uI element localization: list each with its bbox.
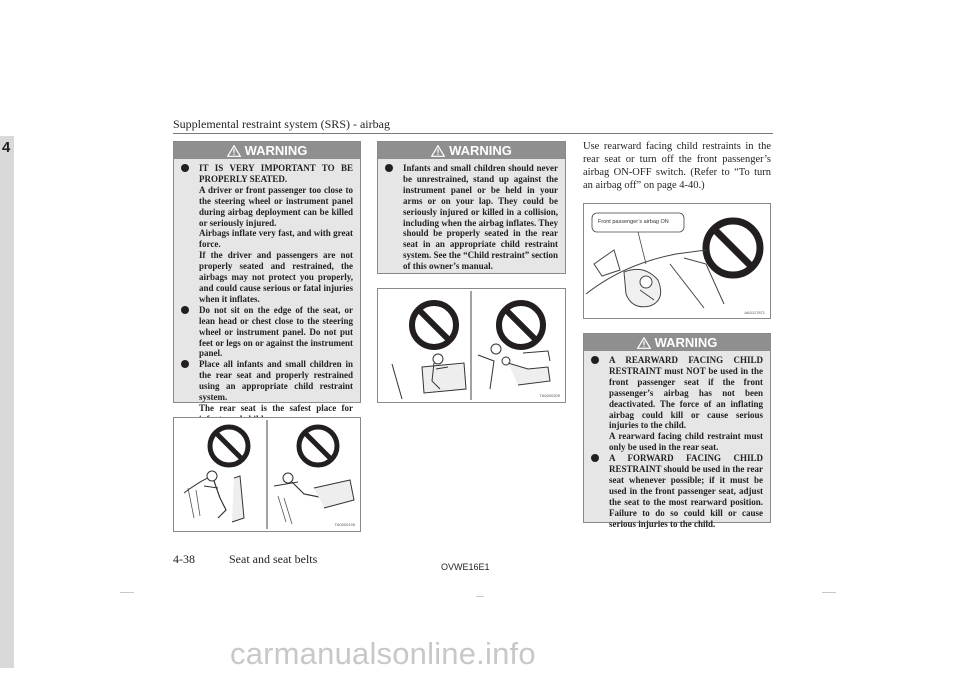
warning-box-middle [377, 141, 566, 274]
section-title: Supplemental restraint system (SRS) - airbag [173, 117, 390, 131]
warning-list [180, 163, 353, 425]
figure-code: TA0000195 [334, 522, 355, 527]
figure-passenger-airbag-on [583, 203, 771, 319]
warning-triangle-icon [431, 145, 445, 157]
warning-triangle-icon [227, 145, 241, 157]
chapter-number: 4 [2, 139, 11, 156]
warning-item: A REARWARD FACING CHILD RESTRAINT must NOT be used in the front passenger seat if the front passenger’s airbag has not been deactivated. The force of an inflating airbag could kill or cause serious injuries to the child. A rearward facing child restraint must only be used in the rear seat. [590, 355, 763, 453]
warning-item: Infants and small children should never be unrestrained, stand up against the instrument panel or be held in your arms or on your lap. They could be seriously injured or killed in a collision, including when the airbag inflates. They should be properly seated in the rear seat in an appropriate child restraint system. See the “Child restraint” section of this owner’s manual. [384, 163, 558, 272]
bullet-icon [591, 356, 599, 364]
footer-section-title: Seat and seat belts [229, 552, 318, 566]
bullet-icon [181, 306, 189, 314]
figure-label: Front passenger’s airbag ON [598, 219, 669, 225]
figure-unrestrained-children [377, 288, 566, 403]
bullet-icon [591, 454, 599, 462]
page-number: 4-38 [173, 552, 195, 566]
warning-label: WARNING [449, 143, 512, 158]
warning-item: Place all infants and small children in the rear seat and properly restrained using an appropriate child restraint system. The rear seat is the safest place for [180, 359, 353, 424]
warning-header [378, 142, 565, 159]
document-code: OVWE16E1 [441, 562, 490, 572]
header-rule [173, 133, 773, 134]
warning-item: IT IS VERY IMPORTANT TO BE PROPERLY SEATED. A driver or front passenger too close to the steering wheel or instrument panel during airbag deployment can be killed or seriously injured. Airbags inflate very fast, and with great force. If the driver and passengers are not properly seated and restrained, the airbags may not protect you properly, and could cause serious or fatal injuries when it inflates. [180, 163, 353, 305]
body-text: Use rearward facing child restraints in the rear seat or turn off the front passenger’s airbag ON-OFF switch. (Refer to “To turn an airbag off” on page 4-40.) [583, 141, 771, 192]
warning-header [174, 142, 360, 159]
warning-list [384, 163, 558, 272]
improper-seating-illustration [174, 418, 360, 531]
warning-list [590, 355, 763, 530]
crop-mark [822, 592, 836, 593]
crop-mark [120, 592, 134, 593]
warning-label: WARNING [244, 143, 308, 158]
bullet-icon [385, 164, 393, 172]
warning-item: A FORWARD FACING CHILD RESTRAINT should be used in the rear seat whenever possible; if it must be used in the front passenger seat, adjust the seat to the most rearward position. Failure to do so could kill or cause serious injuries to the child. [590, 453, 763, 529]
figure-code: AA0117871 [744, 310, 765, 315]
warning-box-left [173, 141, 361, 413]
warning-header [584, 334, 770, 351]
watermark: carmanualsonline.info [230, 636, 536, 671]
warning-triangle-icon [637, 337, 651, 349]
warning-item: Do not sit on the edge of the seat, or lean head or chest close to the steering wheel or instrument panel. Do not put feet or legs on or against the instrument panel. [180, 305, 353, 360]
warning-label: WARNING [654, 335, 718, 350]
chapter-tab [0, 136, 14, 668]
figure-improper-seating [173, 417, 361, 532]
figure-code: TA0000209 [539, 393, 560, 398]
unrestrained-children-illustration [378, 289, 565, 402]
bullet-icon [181, 164, 189, 172]
warning-box-right [583, 333, 771, 529]
crop-mark [476, 596, 484, 597]
bullet-icon [181, 360, 189, 368]
